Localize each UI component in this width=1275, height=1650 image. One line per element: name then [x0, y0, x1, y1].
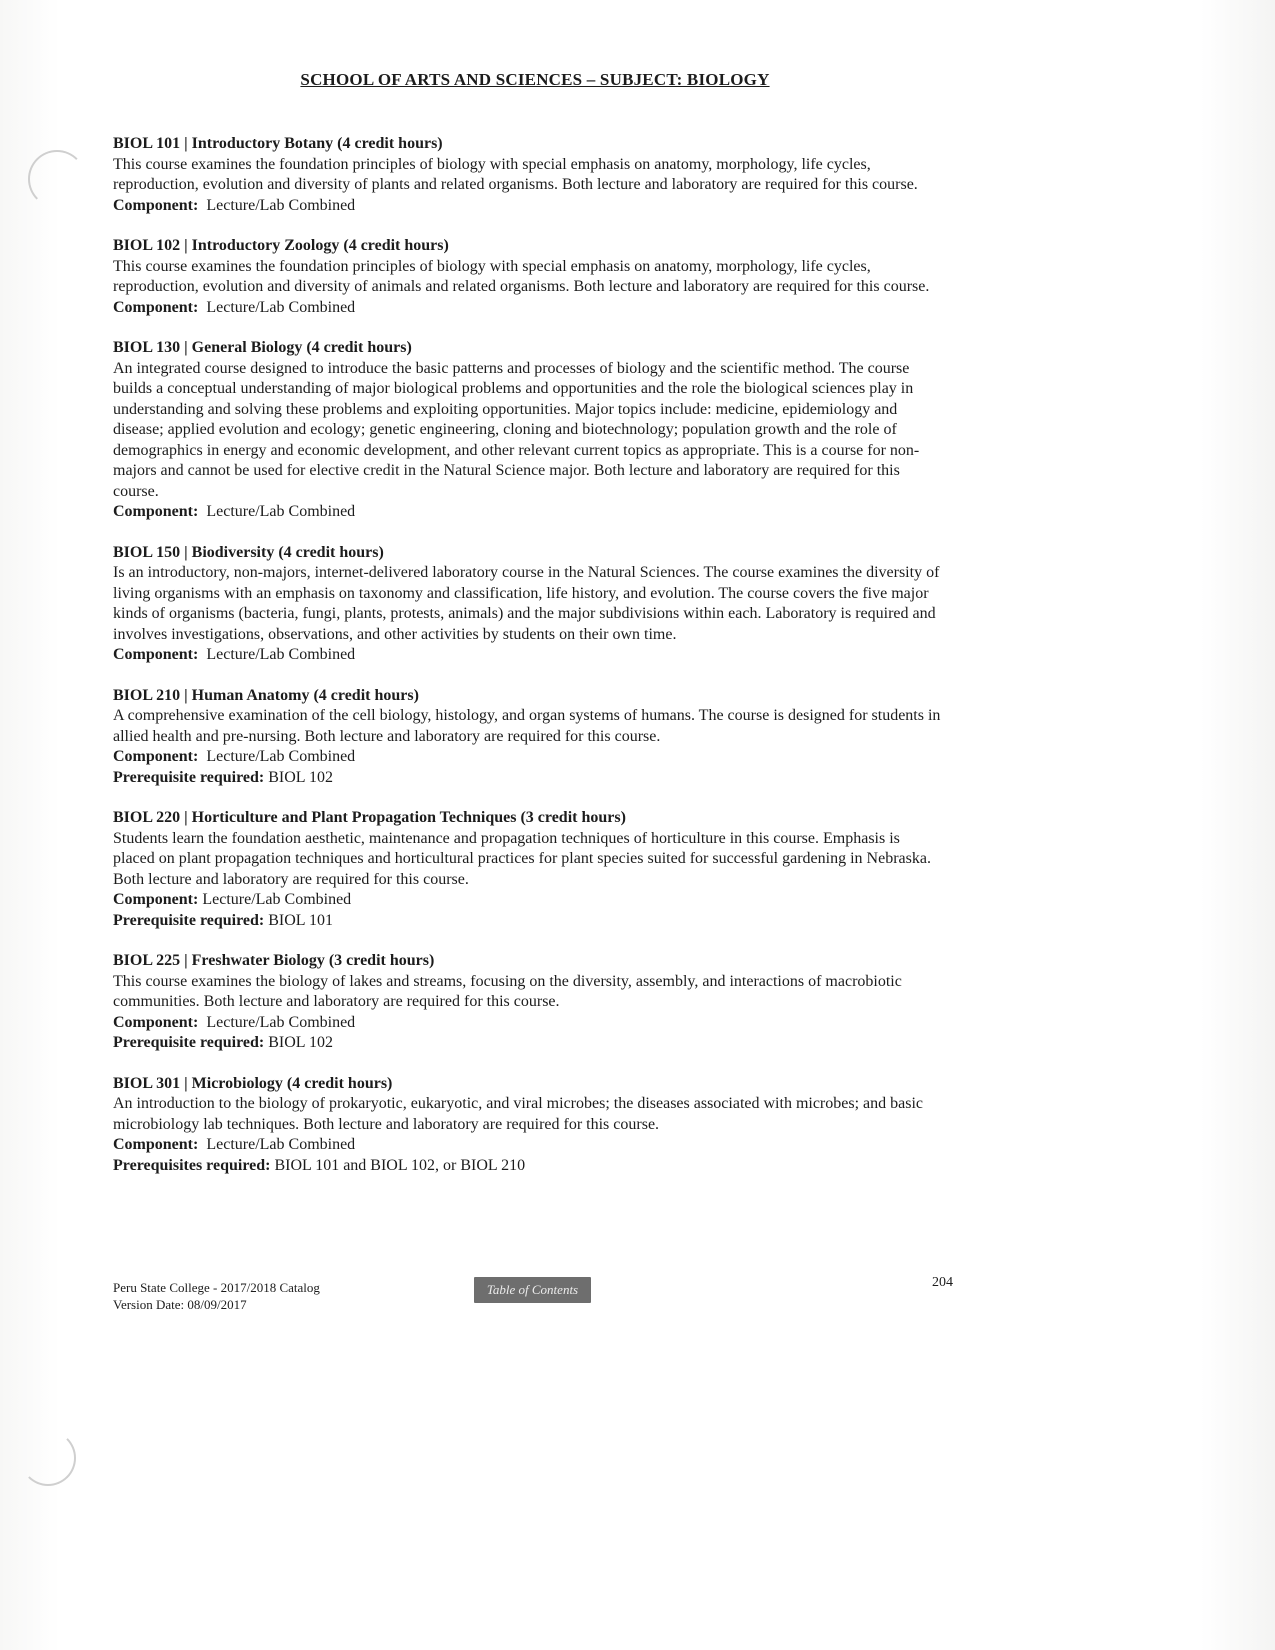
course-title: BIOL 150 | Biodiversity (4 credit hours): [113, 543, 384, 561]
course-description: An integrated course designed to introduce the basic patterns and processes of biology and the scientific method. The course builds a conceptual understanding of major biological problems and opportunities and the role the biological sciences play in understanding and solving these problems and exploiting opportunities. Major topics include: medicine, epidemiology and disease; applied evolution and ecology; genetic engineering, cloning and biotechnology; population growth and the role of demographics in energy and economic development, and other relevant current topics as appropriate. This is a course for non-majors and cannot be used for elective credit in the Natural Science major. Both lecture and laboratory are required for this course.: [113, 359, 920, 500]
component-value: Lecture/Lab Combined: [202, 891, 352, 908]
component-label: Component:: [113, 503, 199, 520]
prerequisite-label: Prerequisites required:: [113, 1156, 271, 1174]
page-number: 204: [932, 1275, 953, 1290]
prerequisite-label: Prerequisite required:: [113, 911, 265, 929]
course-description: A comprehensive examination of the cell biology, histology, and organ systems of humans. The course is designed for students in allied health and pre-nursing. Both lecture and laboratory are required for this course.: [113, 707, 941, 745]
course-entry: [113, 543, 943, 666]
course-description: Students learn the foundation aesthetic, maintenance and propagation techniques of horticulture in this course. Emphasis is placed on plant propagation techniques and horticultural practices for plant species suited for successful gardening in Nebraska. Both lecture and laboratory are required for this course.: [113, 829, 931, 888]
component-label: Component:: [113, 748, 199, 765]
page-footer: [113, 1279, 320, 1313]
component-value: Lecture/Lab Combined: [206, 1136, 356, 1153]
course-description: This course examines the foundation principles of biology with special emphasis on anatomy, morphology, life cycles, reproduction, evolution and diversity of plants and related organisms. Both lecture and laboratory are required for this course.: [113, 155, 918, 193]
course-prerequisite: [113, 911, 943, 932]
course-title: BIOL 225 | Freshwater Biology (3 credit hours): [113, 952, 435, 969]
course-entry: [113, 338, 943, 523]
prerequisite-value: BIOL 101 and BIOL 102, or BIOL 210: [274, 1156, 526, 1174]
course-component: [113, 298, 943, 319]
course-component: [113, 645, 943, 666]
course-title: BIOL 130 | General Biology (4 credit hours): [113, 339, 412, 356]
course-title: BIOL 101 | Introductory Botany (4 credit hours): [113, 135, 443, 152]
component-value: Lecture/Lab Combined: [206, 196, 356, 214]
component-label: Component:: [113, 646, 199, 663]
course-description: Is an introductory, non-majors, internet-delivered laboratory course in the Natural Sciences. The course examines the diversity of living organisms with an emphasis on taxonomy and classification, life history, and evolution. The course covers the five major kinds of organisms (bacteria, fungi, plants, protests, animals) and the major subdivisions within each. Laboratory is required and involves investigations, observations, and other activities by students on their own time.: [113, 564, 940, 643]
course-entry: [113, 686, 943, 789]
prerequisite-value: BIOL 101: [268, 911, 333, 929]
course-component: [113, 747, 943, 768]
component-label: Component:: [113, 298, 199, 316]
course-list: [113, 134, 943, 1196]
version-date: Version Date: 08/09/2017: [113, 1297, 247, 1312]
component-label: Component:: [113, 1013, 199, 1031]
course-component: [113, 196, 943, 217]
course-entry: [113, 951, 943, 1054]
course-component: [113, 890, 943, 911]
course-entry: [113, 1074, 943, 1177]
course-description: This course examines the foundation principles of biology with special emphasis on anatomy, morphology, life cycles, reproduction, evolution and diversity of animals and related organisms. Both lecture and laboratory are required for this course.: [113, 257, 930, 295]
course-component: [113, 1013, 943, 1034]
component-value: Lecture/Lab Combined: [206, 503, 356, 520]
prerequisite-value: BIOL 102: [268, 1034, 333, 1051]
course-component: [113, 502, 943, 523]
course-prerequisite: [113, 1033, 943, 1054]
course-prerequisite: [113, 1156, 943, 1177]
component-label: Component:: [113, 891, 199, 908]
prerequisite-label: Prerequisite required:: [113, 1034, 265, 1051]
component-label: Component:: [113, 1136, 199, 1153]
course-title: BIOL 220 | Horticulture and Plant Propagation Techniques (3 credit hours): [113, 809, 626, 826]
component-label: Component:: [113, 196, 199, 214]
table-of-contents-button[interactable]: Table of Contents: [474, 1277, 591, 1303]
course-entry: [113, 236, 943, 318]
catalog-name: Peru State College - 2017/2018 Catalog: [113, 1280, 320, 1295]
course-component: [113, 1135, 943, 1156]
course-entry: [113, 808, 943, 931]
course-title: BIOL 102 | Introductory Zoology (4 credit hours): [113, 237, 449, 254]
course-description: This course examines the biology of lakes and streams, focusing on the diversity, assembly, and interactions of macrobiotic communities. Both lecture and laboratory are required for this course.: [113, 972, 902, 1010]
course-title: BIOL 301 | Microbiology (4 credit hours): [113, 1074, 393, 1092]
component-value: Lecture/Lab Combined: [206, 1013, 356, 1031]
prerequisite-value: BIOL 102: [268, 768, 333, 786]
prerequisite-label: Prerequisite required:: [113, 768, 265, 786]
page-title: SCHOOL OF ARTS AND SCIENCES – SUBJECT: BIOLOGY: [300, 70, 770, 89]
binder-hole-mark-bottom: [20, 1430, 76, 1486]
binder-hole-mark-top: [28, 150, 86, 208]
component-value: Lecture/Lab Combined: [206, 748, 356, 765]
course-title: BIOL 210 | Human Anatomy (4 credit hours): [113, 686, 419, 704]
component-value: Lecture/Lab Combined: [206, 646, 356, 663]
course-prerequisite: [113, 768, 943, 789]
course-entry: [113, 134, 943, 216]
component-value: Lecture/Lab Combined: [206, 298, 356, 316]
course-description: An introduction to the biology of prokaryotic, eukaryotic, and viral microbes; the diseases associated with microbes; and basic microbiology lab techniques. Both lecture and laboratory are required for this course.: [113, 1095, 924, 1133]
